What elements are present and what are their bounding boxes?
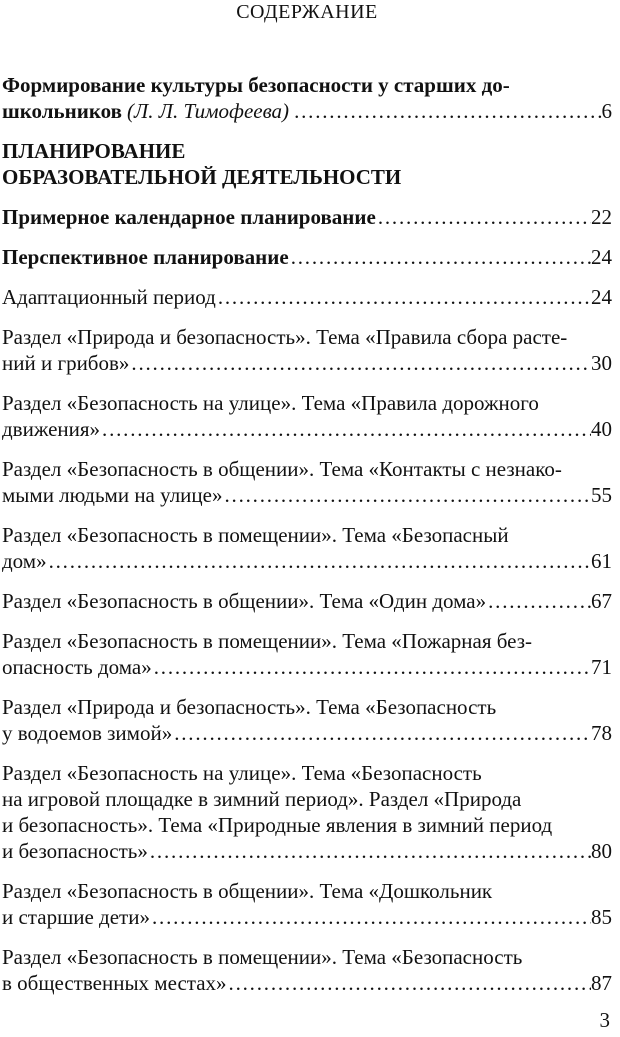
dot-leader [150, 904, 591, 930]
toc-entry-lines [2, 138, 612, 190]
toc-entry [2, 284, 612, 310]
toc-entry-text: Адаптационный период [2, 285, 216, 309]
page-title: СОДЕРЖАНИЕ [236, 1, 378, 23]
toc-entry-lines [2, 72, 612, 98]
toc-entry-text: Примерное календарное планирование [2, 205, 376, 229]
toc-entry-line: Раздел «Безопасность в помещении». Тема «Безопасность [2, 945, 523, 969]
toc-entry [2, 878, 612, 930]
toc-entry-lines [2, 628, 612, 654]
toc-entry [2, 138, 612, 190]
toc-entry-line: Раздел «Безопасность в помещении». Тема «Пожарная без- [2, 629, 533, 653]
toc-entry-text: у водоемов зимой» [2, 721, 173, 745]
toc-entry-last-line [2, 654, 612, 680]
dot-leader [292, 98, 601, 124]
toc-entry-text: Перспективное планирование [2, 245, 289, 269]
toc-entry-lines [2, 944, 612, 970]
toc-entry-line: Раздел «Безопасность на улице». Тема «Правила дорожного [2, 391, 539, 415]
toc-entry-lines [2, 694, 612, 720]
dot-leader [100, 416, 591, 442]
dot-leader [376, 204, 591, 230]
toc-entry-line: Формирование культуры безопасности у старших до- [2, 73, 510, 97]
toc-entry [2, 522, 612, 574]
toc-page-number: 40 [591, 417, 612, 441]
folio-page-number: 3 [599, 1008, 610, 1032]
toc-entry [2, 628, 612, 680]
toc-entry [2, 760, 612, 864]
toc-entry-lines [2, 324, 612, 350]
toc-entry-lines [2, 878, 612, 904]
toc-entry-line: ПЛАНИРОВАНИЕ [2, 139, 186, 163]
toc-entry-last-line [2, 970, 612, 996]
toc-entry-last-line [2, 98, 612, 124]
toc-entry [2, 204, 612, 230]
dot-leader [486, 588, 591, 614]
toc-page-number: 55 [591, 483, 612, 507]
toc-entry-text: школьников [2, 99, 123, 123]
toc-entry-line: Раздел «Безопасность в помещении». Тема «Безопасный [2, 523, 509, 547]
toc-entry-lines [2, 760, 612, 838]
toc-entry [2, 244, 612, 270]
toc-page-number: 80 [591, 839, 612, 863]
dot-leader [222, 482, 591, 508]
toc-entry-lines [2, 456, 612, 482]
dot-leader [289, 244, 591, 270]
toc-page-number: 22 [591, 205, 612, 229]
toc-entry-text: в общественных местах» [2, 971, 227, 995]
toc-page-number: 61 [591, 549, 612, 573]
toc-entry [2, 456, 612, 508]
dot-leader [47, 548, 591, 574]
toc-page-number: 24 [591, 285, 612, 309]
toc-entry [2, 72, 612, 124]
toc-entry-text: движения» [2, 417, 101, 441]
toc-entry [2, 694, 612, 746]
toc-entry-line: Раздел «Безопасность на улице». Тема «Безопасность [2, 761, 482, 785]
dot-leader [129, 350, 591, 376]
toc-entry-last-line [2, 244, 612, 270]
toc-entry-last-line [2, 482, 612, 508]
toc-entry-text: опасность дома» [2, 655, 152, 679]
toc-page-number: 87 [591, 971, 612, 995]
toc-page-number: 30 [591, 351, 612, 375]
toc-entry-line: Раздел «Безопасность в общении». Тема «Дошкольник [2, 879, 493, 903]
toc-entry-last-line [2, 350, 612, 376]
toc-entry [2, 324, 612, 376]
toc-entry-last-line [2, 548, 612, 574]
toc-entry-lines [2, 522, 612, 548]
toc-entry-line: Раздел «Природа и безопасность». Тема «Безопасность [2, 695, 497, 719]
toc-entry-line: Раздел «Природа и безопасность». Тема «Правила сбора расте- [2, 325, 568, 349]
toc-entry-last-line [2, 720, 612, 746]
toc-page-number: 67 [591, 589, 612, 613]
toc-entry-last-line [2, 284, 612, 310]
toc-page-number: 85 [591, 905, 612, 929]
dot-leader [172, 720, 591, 746]
dot-leader [148, 838, 591, 864]
toc-entry-text: и старшие дети» [2, 905, 150, 929]
dot-leader [152, 654, 591, 680]
toc-page-number: 24 [591, 245, 612, 269]
toc-entry-line: и безопасность». Тема «Природные явления в зимний период [2, 813, 553, 837]
toc-page-number: 6 [601, 99, 612, 123]
toc-entry-last-line [2, 588, 612, 614]
toc-entry [2, 944, 612, 996]
toc-entry-last-line [2, 904, 612, 930]
toc-page-number: 78 [591, 721, 612, 745]
dot-leader [227, 970, 591, 996]
toc-entry [2, 588, 612, 614]
toc-entry-text: и безопасность» [2, 839, 148, 863]
toc-entry-last-line [2, 204, 612, 230]
toc-entry-text: ний и грибов» [2, 351, 130, 375]
toc-entry-line: на игровой площадке в зимний период». Раздел «Природа [2, 787, 522, 811]
toc-entry-lines [2, 390, 612, 416]
toc-entry-text: мыми людьми на улице» [2, 483, 223, 507]
toc-page-number: 71 [591, 655, 612, 679]
toc-entry-author: (Л. Л. Тимофеева) [127, 99, 290, 123]
toc-entry-line: Раздел «Безопасность в общении». Тема «Контакты с незнако- [2, 457, 562, 481]
toc-entry-last-line [2, 838, 612, 864]
dot-leader [216, 284, 591, 310]
toc-entry-last-line [2, 416, 612, 442]
toc-entry [2, 390, 612, 442]
toc-entry-text: дом» [2, 549, 47, 573]
toc-entry-line: ОБРАЗОВАТЕЛЬНОЙ ДЕЯТЕЛЬНОСТИ [2, 165, 402, 189]
toc-entry-text: Раздел «Безопасность в общении». Тема «Один дома» [2, 589, 487, 613]
toc-list [2, 72, 612, 996]
